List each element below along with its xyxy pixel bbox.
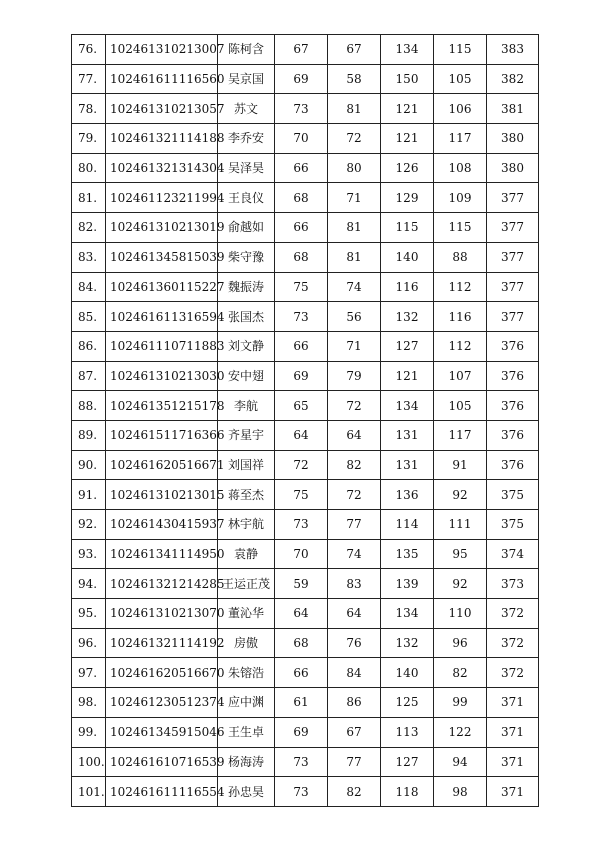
candidate-id-cell: 102461110711883 xyxy=(106,331,218,361)
score-total-cell: 377 xyxy=(487,302,539,332)
row-number-cell: 85. xyxy=(72,302,106,332)
score-subject-1-cell: 64 xyxy=(275,599,328,629)
candidate-id-cell: 102461310213019 xyxy=(106,213,218,243)
candidate-id-cell: 102461230512374 xyxy=(106,688,218,718)
score-subject-3-cell: 139 xyxy=(381,569,434,599)
table-row xyxy=(72,717,539,747)
table-row xyxy=(72,658,539,688)
candidate-name-cell: 魏振涛 xyxy=(218,272,275,302)
score-subject-4-cell: 95 xyxy=(434,539,487,569)
table-row xyxy=(72,569,539,599)
row-number-cell: 92. xyxy=(72,510,106,540)
candidate-id-cell: 102461310213070 xyxy=(106,599,218,629)
score-subject-3-cell: 118 xyxy=(381,777,434,807)
score-subject-2-cell: 64 xyxy=(328,420,381,450)
row-number-cell: 101. xyxy=(72,777,106,807)
table-row xyxy=(72,153,539,183)
score-subject-1-cell: 66 xyxy=(275,658,328,688)
candidate-id-cell: 102461345815039 xyxy=(106,242,218,272)
table-row xyxy=(72,94,539,124)
score-subject-2-cell: 81 xyxy=(328,94,381,124)
table-row xyxy=(72,302,539,332)
score-subject-3-cell: 131 xyxy=(381,420,434,450)
score-total-cell: 376 xyxy=(487,391,539,421)
row-number-cell: 91. xyxy=(72,480,106,510)
score-subject-1-cell: 64 xyxy=(275,420,328,450)
score-subject-2-cell: 56 xyxy=(328,302,381,332)
score-subject-1-cell: 75 xyxy=(275,480,328,510)
score-total-cell: 383 xyxy=(487,35,539,65)
table-row xyxy=(72,628,539,658)
table-row xyxy=(72,420,539,450)
candidate-id-cell: 102461511716366 xyxy=(106,420,218,450)
score-subject-4-cell: 91 xyxy=(434,450,487,480)
table-row xyxy=(72,539,539,569)
score-subject-3-cell: 127 xyxy=(381,331,434,361)
table-row xyxy=(72,777,539,807)
candidate-name-cell: 齐星宇 xyxy=(218,420,275,450)
table-row xyxy=(72,391,539,421)
score-subject-4-cell: 96 xyxy=(434,628,487,658)
score-subject-1-cell: 69 xyxy=(275,717,328,747)
score-total-cell: 373 xyxy=(487,569,539,599)
candidate-id-cell: 102461321214285 xyxy=(106,569,218,599)
score-subject-4-cell: 117 xyxy=(434,420,487,450)
row-number-cell: 87. xyxy=(72,361,106,391)
score-subject-2-cell: 77 xyxy=(328,510,381,540)
score-subject-2-cell: 67 xyxy=(328,717,381,747)
score-subject-1-cell: 73 xyxy=(275,510,328,540)
row-number-cell: 89. xyxy=(72,420,106,450)
score-total-cell: 377 xyxy=(487,213,539,243)
score-total-cell: 377 xyxy=(487,272,539,302)
row-number-cell: 78. xyxy=(72,94,106,124)
row-number-cell: 77. xyxy=(72,64,106,94)
score-subject-1-cell: 70 xyxy=(275,539,328,569)
row-number-cell: 88. xyxy=(72,391,106,421)
score-subject-3-cell: 116 xyxy=(381,272,434,302)
score-subject-1-cell: 69 xyxy=(275,361,328,391)
candidate-id-cell: 102461360115227 xyxy=(106,272,218,302)
score-subject-2-cell: 79 xyxy=(328,361,381,391)
score-subject-3-cell: 140 xyxy=(381,658,434,688)
candidate-name-cell: 董沁华 xyxy=(218,599,275,629)
table-row xyxy=(72,361,539,391)
candidate-name-cell: 柴守豫 xyxy=(218,242,275,272)
row-number-cell: 79. xyxy=(72,124,106,154)
score-subject-1-cell: 68 xyxy=(275,628,328,658)
candidate-name-cell: 应中渊 xyxy=(218,688,275,718)
row-number-cell: 95. xyxy=(72,599,106,629)
table-row xyxy=(72,599,539,629)
score-subject-3-cell: 113 xyxy=(381,717,434,747)
score-subject-4-cell: 82 xyxy=(434,658,487,688)
candidate-name-cell: 俞越如 xyxy=(218,213,275,243)
table-body xyxy=(72,35,539,807)
row-number-cell: 76. xyxy=(72,35,106,65)
score-subject-3-cell: 121 xyxy=(381,94,434,124)
score-subject-2-cell: 74 xyxy=(328,272,381,302)
score-total-cell: 372 xyxy=(487,599,539,629)
score-subject-2-cell: 81 xyxy=(328,242,381,272)
score-subject-2-cell: 67 xyxy=(328,35,381,65)
score-subject-1-cell: 66 xyxy=(275,153,328,183)
score-total-cell: 371 xyxy=(487,747,539,777)
score-subject-4-cell: 109 xyxy=(434,183,487,213)
score-subject-4-cell: 117 xyxy=(434,124,487,154)
candidate-id-cell: 102461123211994 xyxy=(106,183,218,213)
score-total-cell: 371 xyxy=(487,688,539,718)
score-subject-4-cell: 122 xyxy=(434,717,487,747)
score-subject-3-cell: 132 xyxy=(381,302,434,332)
score-subject-1-cell: 73 xyxy=(275,302,328,332)
score-subject-3-cell: 132 xyxy=(381,628,434,658)
row-number-cell: 100. xyxy=(72,747,106,777)
score-subject-4-cell: 105 xyxy=(434,64,487,94)
score-table xyxy=(71,34,539,807)
row-number-cell: 93. xyxy=(72,539,106,569)
score-subject-2-cell: 77 xyxy=(328,747,381,777)
candidate-name-cell: 王生卓 xyxy=(218,717,275,747)
score-total-cell: 380 xyxy=(487,153,539,183)
candidate-name-cell: 安中翅 xyxy=(218,361,275,391)
row-number-cell: 80. xyxy=(72,153,106,183)
score-subject-3-cell: 135 xyxy=(381,539,434,569)
row-number-cell: 81. xyxy=(72,183,106,213)
score-subject-4-cell: 92 xyxy=(434,569,487,599)
row-number-cell: 98. xyxy=(72,688,106,718)
table-row xyxy=(72,688,539,718)
score-total-cell: 377 xyxy=(487,183,539,213)
candidate-id-cell: 102461310213007 xyxy=(106,35,218,65)
score-subject-1-cell: 73 xyxy=(275,747,328,777)
table-row xyxy=(72,124,539,154)
row-number-cell: 84. xyxy=(72,272,106,302)
score-subject-2-cell: 71 xyxy=(328,331,381,361)
candidate-id-cell: 102461345915046 xyxy=(106,717,218,747)
score-subject-3-cell: 134 xyxy=(381,391,434,421)
score-subject-1-cell: 68 xyxy=(275,183,328,213)
score-subject-1-cell: 72 xyxy=(275,450,328,480)
score-subject-2-cell: 80 xyxy=(328,153,381,183)
score-subject-3-cell: 127 xyxy=(381,747,434,777)
score-subject-2-cell: 82 xyxy=(328,450,381,480)
candidate-id-cell: 102461310213015 xyxy=(106,480,218,510)
score-subject-1-cell: 66 xyxy=(275,331,328,361)
score-subject-2-cell: 74 xyxy=(328,539,381,569)
score-total-cell: 376 xyxy=(487,450,539,480)
score-total-cell: 375 xyxy=(487,480,539,510)
score-subject-1-cell: 68 xyxy=(275,242,328,272)
score-total-cell: 376 xyxy=(487,331,539,361)
candidate-name-cell: 刘国祥 xyxy=(218,450,275,480)
score-subject-4-cell: 107 xyxy=(434,361,487,391)
row-number-cell: 94. xyxy=(72,569,106,599)
score-subject-3-cell: 140 xyxy=(381,242,434,272)
score-subject-3-cell: 136 xyxy=(381,480,434,510)
score-subject-4-cell: 99 xyxy=(434,688,487,718)
score-subject-3-cell: 121 xyxy=(381,124,434,154)
score-subject-2-cell: 81 xyxy=(328,213,381,243)
candidate-id-cell: 102461321314304 xyxy=(106,153,218,183)
score-subject-2-cell: 72 xyxy=(328,124,381,154)
row-number-cell: 86. xyxy=(72,331,106,361)
score-subject-4-cell: 112 xyxy=(434,331,487,361)
row-number-cell: 99. xyxy=(72,717,106,747)
score-subject-1-cell: 70 xyxy=(275,124,328,154)
score-subject-4-cell: 108 xyxy=(434,153,487,183)
score-subject-2-cell: 72 xyxy=(328,480,381,510)
score-subject-3-cell: 115 xyxy=(381,213,434,243)
score-subject-4-cell: 98 xyxy=(434,777,487,807)
score-total-cell: 371 xyxy=(487,777,539,807)
score-subject-3-cell: 134 xyxy=(381,35,434,65)
candidate-id-cell: 102461611116560 xyxy=(106,64,218,94)
score-subject-3-cell: 114 xyxy=(381,510,434,540)
row-number-cell: 90. xyxy=(72,450,106,480)
score-subject-1-cell: 66 xyxy=(275,213,328,243)
score-subject-2-cell: 71 xyxy=(328,183,381,213)
candidate-id-cell: 102461611316594 xyxy=(106,302,218,332)
table-row xyxy=(72,242,539,272)
candidate-name-cell: 王良仪 xyxy=(218,183,275,213)
candidate-id-cell: 102461610716539 xyxy=(106,747,218,777)
score-subject-3-cell: 150 xyxy=(381,64,434,94)
candidate-name-cell: 李航 xyxy=(218,391,275,421)
candidate-id-cell: 102461430415937 xyxy=(106,510,218,540)
row-number-cell: 97. xyxy=(72,658,106,688)
score-total-cell: 376 xyxy=(487,361,539,391)
score-subject-2-cell: 82 xyxy=(328,777,381,807)
score-subject-2-cell: 86 xyxy=(328,688,381,718)
score-subject-2-cell: 58 xyxy=(328,64,381,94)
candidate-id-cell: 102461620516671 xyxy=(106,450,218,480)
row-number-cell: 82. xyxy=(72,213,106,243)
candidate-id-cell: 102461620516670 xyxy=(106,658,218,688)
score-subject-3-cell: 126 xyxy=(381,153,434,183)
score-subject-2-cell: 64 xyxy=(328,599,381,629)
candidate-name-cell: 王运正茂 xyxy=(218,569,275,599)
table-row xyxy=(72,480,539,510)
candidate-name-cell: 刘文静 xyxy=(218,331,275,361)
score-subject-3-cell: 131 xyxy=(381,450,434,480)
score-total-cell: 381 xyxy=(487,94,539,124)
table-row xyxy=(72,183,539,213)
candidate-name-cell: 张国杰 xyxy=(218,302,275,332)
table-row xyxy=(72,747,539,777)
candidate-name-cell: 房傲 xyxy=(218,628,275,658)
table-row xyxy=(72,64,539,94)
candidate-id-cell: 102461341114950 xyxy=(106,539,218,569)
score-total-cell: 382 xyxy=(487,64,539,94)
score-total-cell: 372 xyxy=(487,628,539,658)
score-subject-1-cell: 59 xyxy=(275,569,328,599)
candidate-name-cell: 李乔安 xyxy=(218,124,275,154)
row-number-cell: 96. xyxy=(72,628,106,658)
score-subject-2-cell: 72 xyxy=(328,391,381,421)
score-subject-4-cell: 94 xyxy=(434,747,487,777)
score-subject-1-cell: 75 xyxy=(275,272,328,302)
score-subject-3-cell: 121 xyxy=(381,361,434,391)
score-subject-4-cell: 105 xyxy=(434,391,487,421)
score-subject-4-cell: 112 xyxy=(434,272,487,302)
score-subject-4-cell: 115 xyxy=(434,213,487,243)
score-subject-2-cell: 83 xyxy=(328,569,381,599)
score-subject-4-cell: 110 xyxy=(434,599,487,629)
score-subject-3-cell: 125 xyxy=(381,688,434,718)
candidate-name-cell: 陈柯含 xyxy=(218,35,275,65)
score-total-cell: 371 xyxy=(487,717,539,747)
candidate-name-cell: 朱镕浩 xyxy=(218,658,275,688)
score-total-cell: 376 xyxy=(487,420,539,450)
score-subject-2-cell: 76 xyxy=(328,628,381,658)
candidate-name-cell: 吴京国 xyxy=(218,64,275,94)
score-total-cell: 377 xyxy=(487,242,539,272)
candidate-name-cell: 杨海涛 xyxy=(218,747,275,777)
candidate-id-cell: 102461310213030 xyxy=(106,361,218,391)
candidate-name-cell: 蒋至杰 xyxy=(218,480,275,510)
candidate-name-cell: 林宇航 xyxy=(218,510,275,540)
table-row xyxy=(72,272,539,302)
score-subject-3-cell: 129 xyxy=(381,183,434,213)
score-total-cell: 380 xyxy=(487,124,539,154)
score-subject-4-cell: 115 xyxy=(434,35,487,65)
score-subject-1-cell: 67 xyxy=(275,35,328,65)
candidate-id-cell: 102461611116554 xyxy=(106,777,218,807)
table-row xyxy=(72,213,539,243)
score-subject-1-cell: 69 xyxy=(275,64,328,94)
score-total-cell: 372 xyxy=(487,658,539,688)
candidate-id-cell: 102461351215178 xyxy=(106,391,218,421)
score-subject-4-cell: 106 xyxy=(434,94,487,124)
candidate-name-cell: 孙忠昊 xyxy=(218,777,275,807)
score-subject-4-cell: 111 xyxy=(434,510,487,540)
score-subject-1-cell: 65 xyxy=(275,391,328,421)
row-number-cell: 83. xyxy=(72,242,106,272)
candidate-id-cell: 102461321114188 xyxy=(106,124,218,154)
table-row xyxy=(72,450,539,480)
score-subject-4-cell: 88 xyxy=(434,242,487,272)
candidate-name-cell: 吴泽昊 xyxy=(218,153,275,183)
score-subject-4-cell: 116 xyxy=(434,302,487,332)
candidate-id-cell: 102461310213057 xyxy=(106,94,218,124)
candidate-name-cell: 苏文 xyxy=(218,94,275,124)
score-subject-4-cell: 92 xyxy=(434,480,487,510)
score-subject-1-cell: 73 xyxy=(275,777,328,807)
score-total-cell: 374 xyxy=(487,539,539,569)
score-subject-1-cell: 73 xyxy=(275,94,328,124)
score-subject-3-cell: 134 xyxy=(381,599,434,629)
score-subject-2-cell: 84 xyxy=(328,658,381,688)
table-row xyxy=(72,35,539,65)
candidate-id-cell: 102461321114192 xyxy=(106,628,218,658)
table-row xyxy=(72,510,539,540)
table-row xyxy=(72,331,539,361)
score-total-cell: 375 xyxy=(487,510,539,540)
score-subject-1-cell: 61 xyxy=(275,688,328,718)
candidate-name-cell: 袁静 xyxy=(218,539,275,569)
